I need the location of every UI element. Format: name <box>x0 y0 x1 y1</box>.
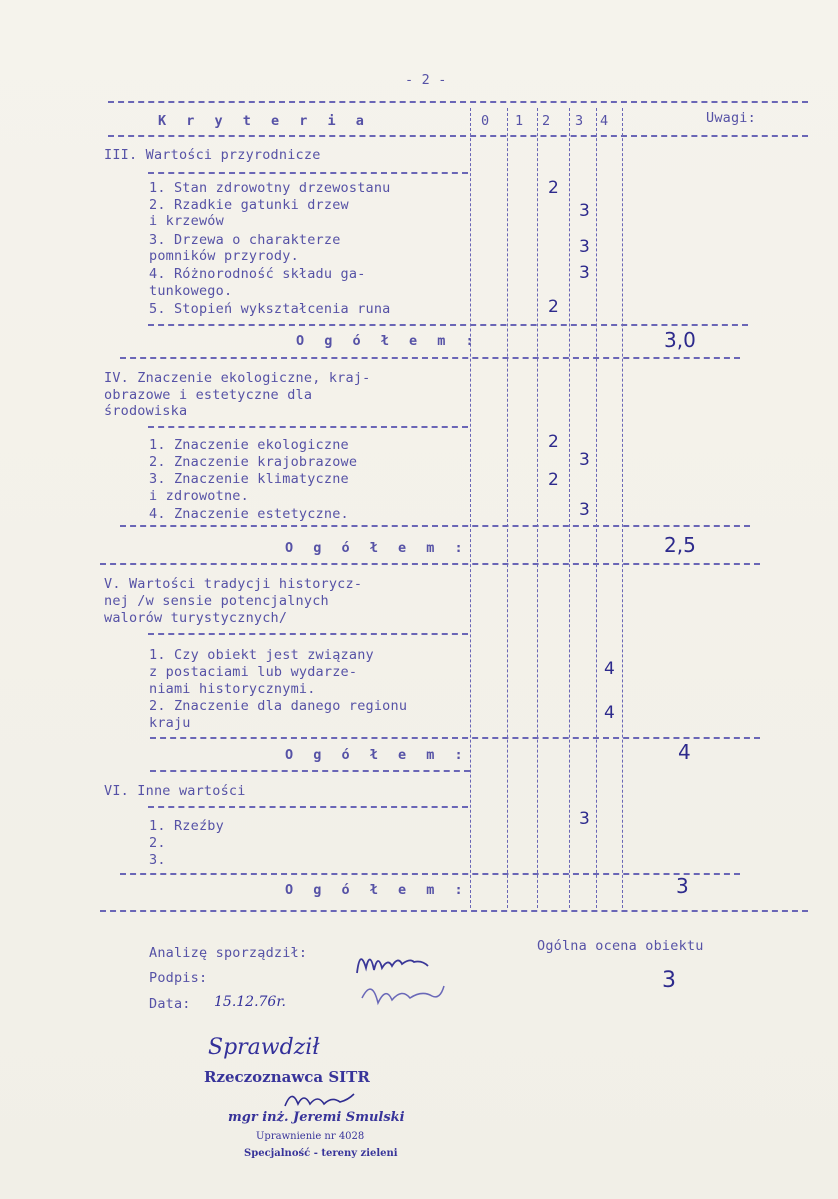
section-v-total-value: 4 <box>678 740 691 764</box>
section-iv-item-3: 3. Znaczenie klimatyczne <box>149 471 349 487</box>
analysis-author-label: Analizę sporządził: <box>149 945 308 961</box>
signature-label: Podpis: <box>149 970 208 986</box>
column-divider-1 <box>507 108 508 908</box>
section-v-total-label: O g ó ł e m : <box>285 747 469 763</box>
section-v-item-2-score: 4 <box>604 703 615 723</box>
section-v-item-1-score: 4 <box>604 659 615 679</box>
section-iii-item-4-score: 3 <box>579 263 590 283</box>
column-divider-3 <box>569 108 570 908</box>
section-iii-item-3-cont: pomników przyrody. <box>149 248 299 264</box>
section-iii-item-3-score: 3 <box>579 237 590 257</box>
section-iv-rule <box>148 426 468 428</box>
section-iii-item-4-cont: tunkowego. <box>149 283 233 299</box>
section-iii-rule <box>148 172 468 174</box>
remarks-heading: Uwagi: <box>706 110 756 126</box>
section-v-total-top-rule <box>150 737 760 739</box>
section-v-item-1: 1. Czy obiekt jest związany <box>149 647 374 663</box>
scale-label-4: 4 <box>600 113 609 129</box>
column-divider-5 <box>622 108 623 908</box>
section-vi-item-2: 2. <box>149 835 166 851</box>
stamp-line-1: Rzeczoznawca SITR <box>204 1068 370 1086</box>
stamp-line-2: mgr inż. Jeremi Smulski <box>228 1110 405 1125</box>
section-iii-item-1-score: 2 <box>548 178 559 198</box>
section-iii-item-1: 1. Stan zdrowotny drzewostanu <box>149 180 391 196</box>
section-iii-total-value: 3,0 <box>664 328 696 352</box>
section-vi-item-3: 3. <box>149 852 166 868</box>
section-iii-total-top-rule <box>148 324 748 326</box>
section-iv-total-value: 2,5 <box>664 533 696 557</box>
section-iii-total-label: O g ó ł e m : <box>296 333 480 349</box>
table-bottom-rule <box>100 910 808 912</box>
section-iv-title-3: środowiska <box>104 403 188 419</box>
section-v-total-bottom-rule <box>150 770 470 772</box>
overall-rating-label: Ogólna ocena obiektu <box>537 938 704 954</box>
date-value: 15.12.76r. <box>214 994 286 1010</box>
section-iv-title-2: obrazowe i estetyczne dla <box>104 387 313 403</box>
section-iv-total-bottom-rule <box>100 563 760 565</box>
overall-rating-value: 3 <box>662 968 676 993</box>
header-top-rule <box>108 101 808 103</box>
column-divider-0 <box>470 108 471 908</box>
section-vi-item-1: 1. Rzeźby <box>149 818 224 834</box>
section-v-item-2-cont: kraju <box>149 715 191 731</box>
section-iv-item-2-score: 3 <box>579 450 590 470</box>
scale-label-3: 3 <box>575 113 584 129</box>
section-v-rule <box>148 633 468 635</box>
section-iv-total-top-rule <box>120 525 750 527</box>
section-vi-item-1-score: 3 <box>579 809 590 829</box>
stamp-line-3: Uprawnienie nr 4028 <box>256 1131 365 1142</box>
column-divider-4 <box>596 108 597 908</box>
section-iii-item-2: 2. Rzadkie gatunki drzew <box>149 197 349 213</box>
section-iv-title-1: IV. Znaczenie ekologiczne, kraj- <box>104 370 371 386</box>
section-iv-item-1: 1. Znaczenie ekologiczne <box>149 437 349 453</box>
section-iv-item-1-score: 2 <box>548 432 559 452</box>
section-iii-item-2-score: 3 <box>579 201 590 221</box>
page-number: - 2 - <box>405 72 447 88</box>
section-iv-item-4-score: 3 <box>579 500 590 520</box>
handwritten-signature <box>352 938 462 1023</box>
date-label: Data: <box>149 996 191 1012</box>
section-v-item-1-cont-1: z postaciami lub wydarze- <box>149 664 358 680</box>
section-vi-total-value: 3 <box>676 874 689 898</box>
stamp-line-4: Specjalność - tereny zieleni <box>244 1148 398 1159</box>
scale-label-0: 0 <box>481 113 490 129</box>
section-iv-total-label: O g ó ł e m : <box>285 540 469 556</box>
section-iv-item-2: 2. Znaczenie krajobrazowe <box>149 454 358 470</box>
section-iii-item-5: 5. Stopień wykształcenia runa <box>149 301 391 317</box>
section-iv-item-3-score: 2 <box>548 470 559 490</box>
header-bottom-rule <box>108 135 808 137</box>
section-v-item-2: 2. Znaczenie dla danego regionu <box>149 698 408 714</box>
section-v-item-1-cont-2: niami historycznymi. <box>149 681 316 697</box>
section-iii-item-3: 3. Drzewa o charakterze <box>149 232 341 248</box>
stamp-handwritten-checked: Sprawdził <box>208 1035 320 1060</box>
section-iv-item-3-cont: i zdrowotne. <box>149 488 249 504</box>
section-vi-total-top-rule <box>120 873 740 875</box>
section-vi-title: VI. Inne wartości <box>104 783 246 799</box>
scale-label-2: 2 <box>542 113 551 129</box>
section-iii-total-bottom-rule <box>120 357 740 359</box>
section-iii-item-4: 4. Różnorodność składu ga- <box>149 266 366 282</box>
scale-label-1: 1 <box>515 113 524 129</box>
section-iii-item-5-score: 2 <box>548 297 559 317</box>
column-divider-2 <box>537 108 538 908</box>
criteria-heading: K r y t e r i a <box>158 113 370 129</box>
section-vi-rule <box>148 806 468 808</box>
section-vi-total-label: O g ó ł e m : <box>285 882 469 898</box>
section-v-title-3: walorów turystycznych/ <box>104 610 288 626</box>
section-iii-title: III. Wartości przyrodnicze <box>104 147 321 163</box>
section-v-title-2: nej /w sensie potencjalnych <box>104 593 329 609</box>
section-v-title-1: V. Wartości tradycji historycz- <box>104 576 363 592</box>
section-iv-item-4: 4. Znaczenie estetyczne. <box>149 506 349 522</box>
section-iii-item-2-cont: i krzewów <box>149 213 224 229</box>
